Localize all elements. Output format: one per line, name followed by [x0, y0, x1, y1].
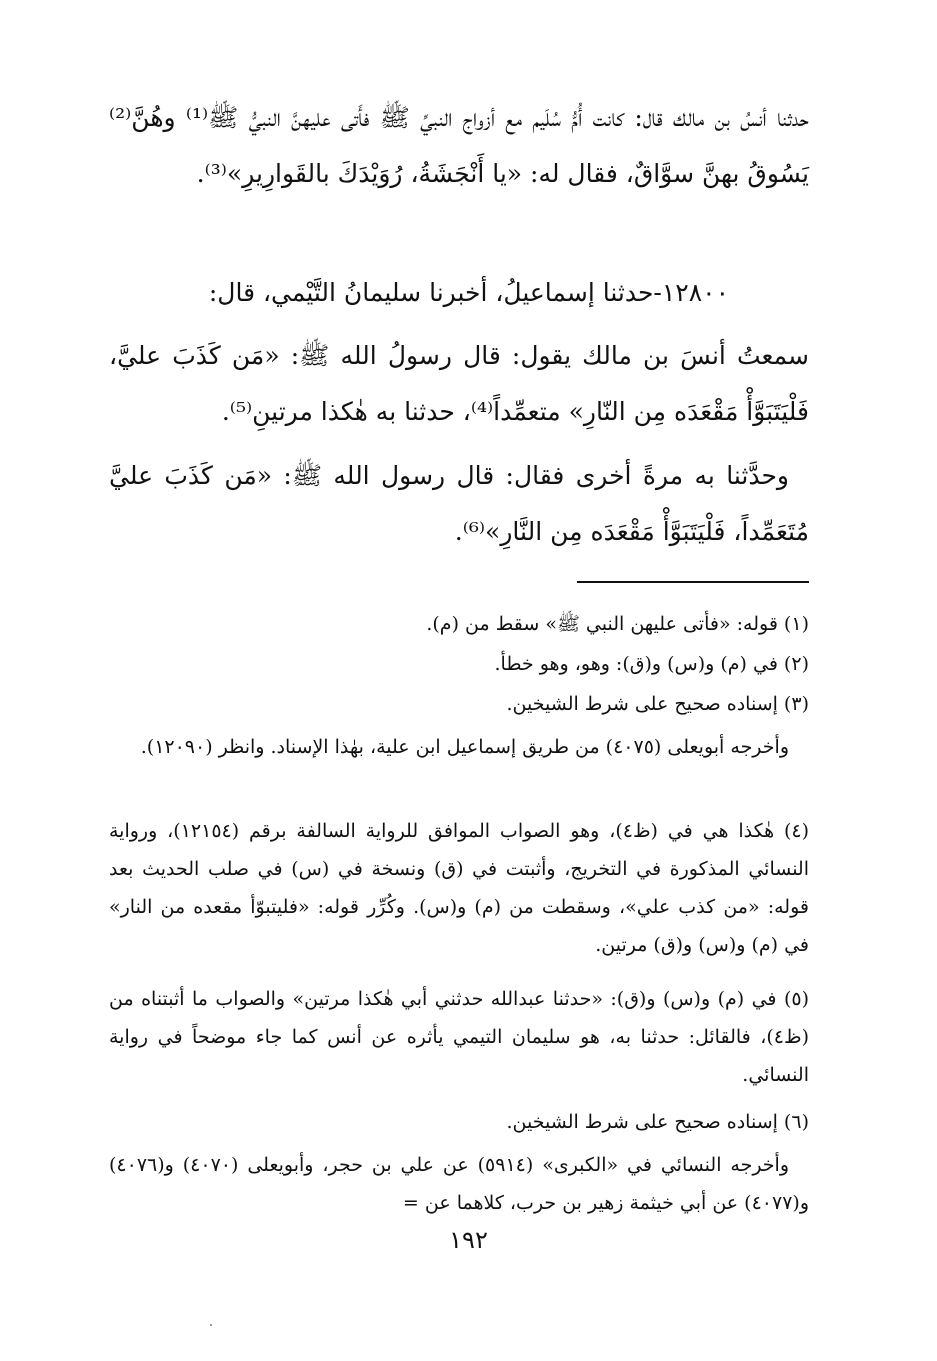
- scan-speck: [210, 1324, 212, 1326]
- paragraph-hadith-1: حدثنا أنسُ بن مالك قال: كانت أُمُّ سُلَيم مع أزواج النبيِّ ﷺ فأَتى عليهنَّ النبيُّ ﷺ⁽¹⁾ وهُنَّ⁽²⁾ يَسُوقُ بهنَّ سوَّاقٌ، فقال له: «يا أَنْجَشَةُ، رُوَيْدَكَ بالقَوارِيرِ»⁽³⁾.: [109, 103, 810, 188]
- paragraph-hadith-12800-isnad: ١٢٨٠٠-حدثنا إسماعيلُ، أخبرنا سليمانُ التَّيْمي، قال:: [208, 278, 729, 307]
- footnote-3: (٣) إسناده صحيح على شرط الشيخين.: [506, 693, 809, 715]
- footnote-6-continued: وأخرجه النسائي في «الكبرى» (٥٩١٤) عن علي بن حجر، وأبويعلى (٤٠٧٠) و(٤٠٧٦) و(٤٠٧٧) عن أبي خيثمة زهير بن حرب، كلاهما عن =: [109, 1154, 809, 1214]
- footnote-divider: [577, 581, 809, 583]
- footnote-4: (٤) هٰكذا هي في (ظ٤)، وهو الصواب الموافق للرواية السالفة برقم (١٢١٥٤)، ورواية النسائي المذكورة في التخريج، وأثبتت في (ق) ونسخة في (س) في صلب الحديث بعد قوله: «من كذب علي»، وسقطت من (م) و(س). وكُرِّر قوله: «فليتبوّأ مقعده من النار» في (م) و(س) و(ق) مرتين.: [109, 820, 810, 956]
- footnote-5: (٥) في (م) و(س) و(ق): «حدثنا عبدالله حدثني أبي هٰكذا مرتين» والصواب ما أثبتناه من (ظ٤)، فالقائل: حدثنا به، هو سليمان التيمي يأثره عن أنس كما جاء موضحاً في رواية النسائي.: [109, 988, 809, 1086]
- paragraph-hadith-12800-matn: سمعتُ أنسَ بن مالك يقول: قال رسولُ الله ﷺ: «مَن كَذَبَ عليَّ، فَلْيَتَبَوَّأْ مَقْعَدَه مِن النّارِ» متعمِّداً⁽⁴⁾، حدثنا به هٰكذا مرتينِ⁽⁵⁾.: [109, 341, 809, 426]
- footnote-3-continued: وأخرجه أبويعلى (٤٠٧٥) من طريق إسماعيل ابن علية، بهٰذا الإسناد. وانظر (١٢٠٩٠).: [140, 736, 789, 758]
- footnote-2: (٢) في (م) و(س) و(ق): وهو، وهو خطأ.: [494, 653, 809, 675]
- footnote-1: (١) قوله: «فأتى عليهن النبي ﷺ» سقط من (م).: [426, 613, 809, 635]
- footnote-6: (٦) إسناده صحيح على شرط الشيخين.: [506, 1111, 809, 1133]
- paragraph-hadith-12800-second: وحدَّثنا به مرةً أخرى فقال: قال رسول الله ﷺ: «مَن كَذَبَ عليَّ مُتَعَمِّداً، فَلْيَتَبَوَّأْ مَقْعَدَه مِن النَّارِ»⁽⁶⁾.: [109, 461, 809, 546]
- page-number: ١٩٢: [449, 1226, 488, 1254]
